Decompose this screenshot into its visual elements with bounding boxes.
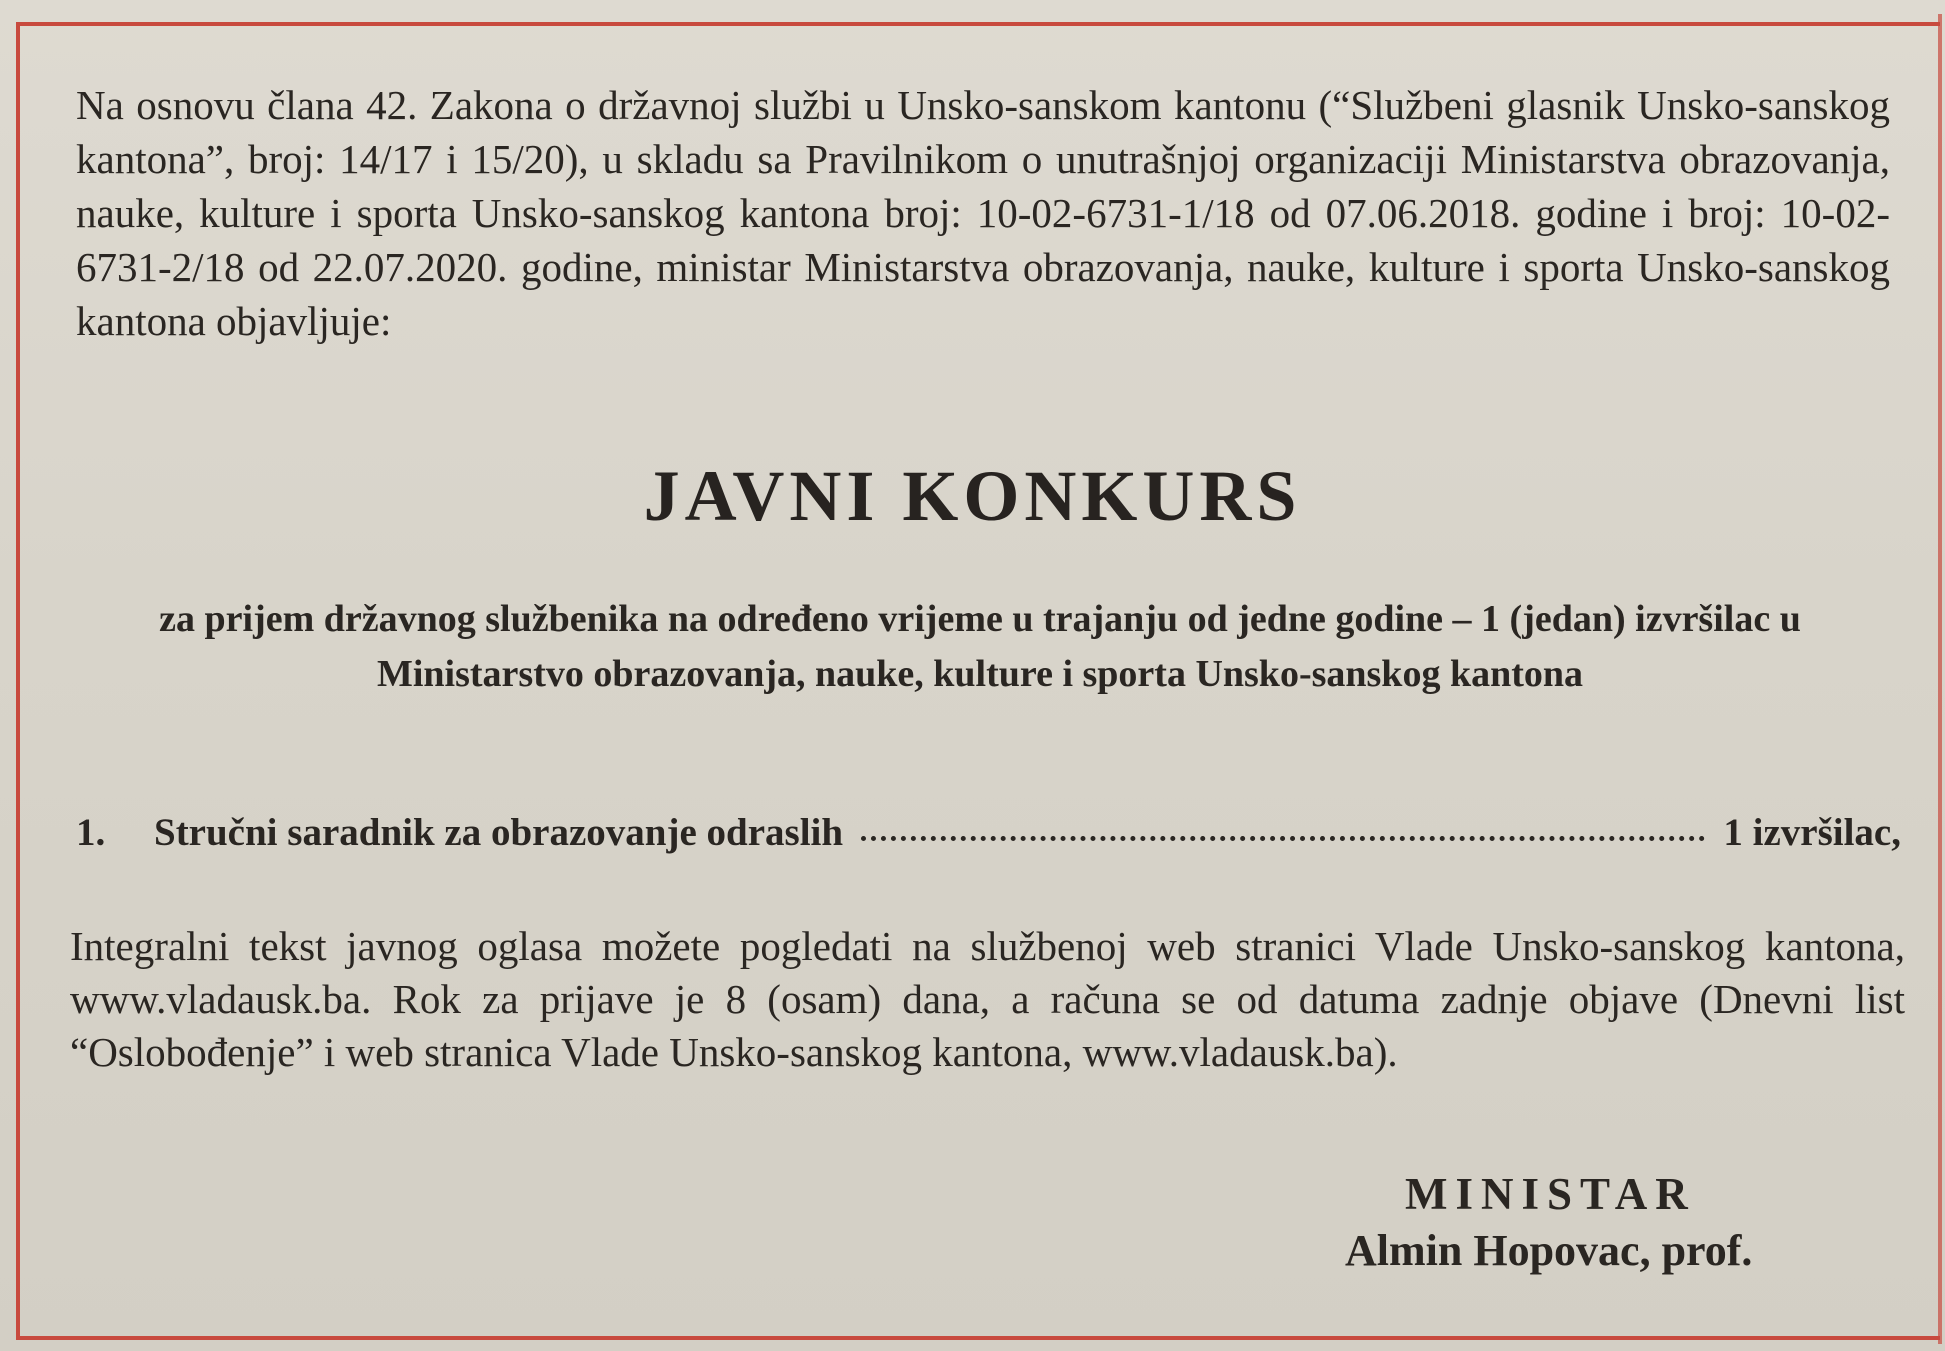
- announcement-subtitle: za prijem državnog službenika na određeno vrijeme u trajanju od jedne godine – 1 (jedan) izvršilac u Ministarstvo obrazovanja, nauke, kulture i sporta Unsko-sanskog kantona: [159, 598, 1801, 695]
- body-paragraph: Integralni tekst javnog oglasa možete pogledati na službenoj web stranici Vlade Unsko-sanskog kantona, www.vladausk.ba. Rok za prijave je 8 (osam) dana, a računa se od datuma zadnje objave (Dnevni list “Oslobođenje” i web stranica Vlade Unsko-sanskog kantona, www.vladausk.ba).: [70, 923, 1905, 1075]
- announcement-title: JAVNI KONKURS: [643, 456, 1302, 536]
- dot-leader: [861, 836, 1705, 841]
- position-item: [76, 810, 1901, 866]
- position-name: Stručni saradnik za obrazovanje odraslih: [154, 811, 844, 854]
- signature-title: MINISTAR: [1405, 1169, 1696, 1219]
- signature-name: Almin Hopovac, prof.: [1345, 1226, 1753, 1275]
- intro-paragraph: Na osnovu člana 42. Zakona o državnoj službi u Unsko-sanskom kantonu (“Službeni glasnik Unsko-sanskog kantona”, broj: 14/17 i 15/20), u skladu sa Pravilnikom o unutrašnjoj organizaciji Ministarstva obrazovanja, nauke, kulture i sporta Unsko-sanskog kantona broj: 10-02-6731-1/18 od 07.06.2018. godine i broj: 10-02-6731-2/18 od 22.07.2020. godine, ministar Ministarstva obrazovanja, nauke, kulture i sporta Unsko-sanskog kantona objavljuje:: [76, 82, 1890, 344]
- position-count: 1 izvršilac,: [1723, 811, 1901, 854]
- position-number: 1.: [76, 811, 106, 854]
- announcement-border-right: [1938, 14, 1942, 1344]
